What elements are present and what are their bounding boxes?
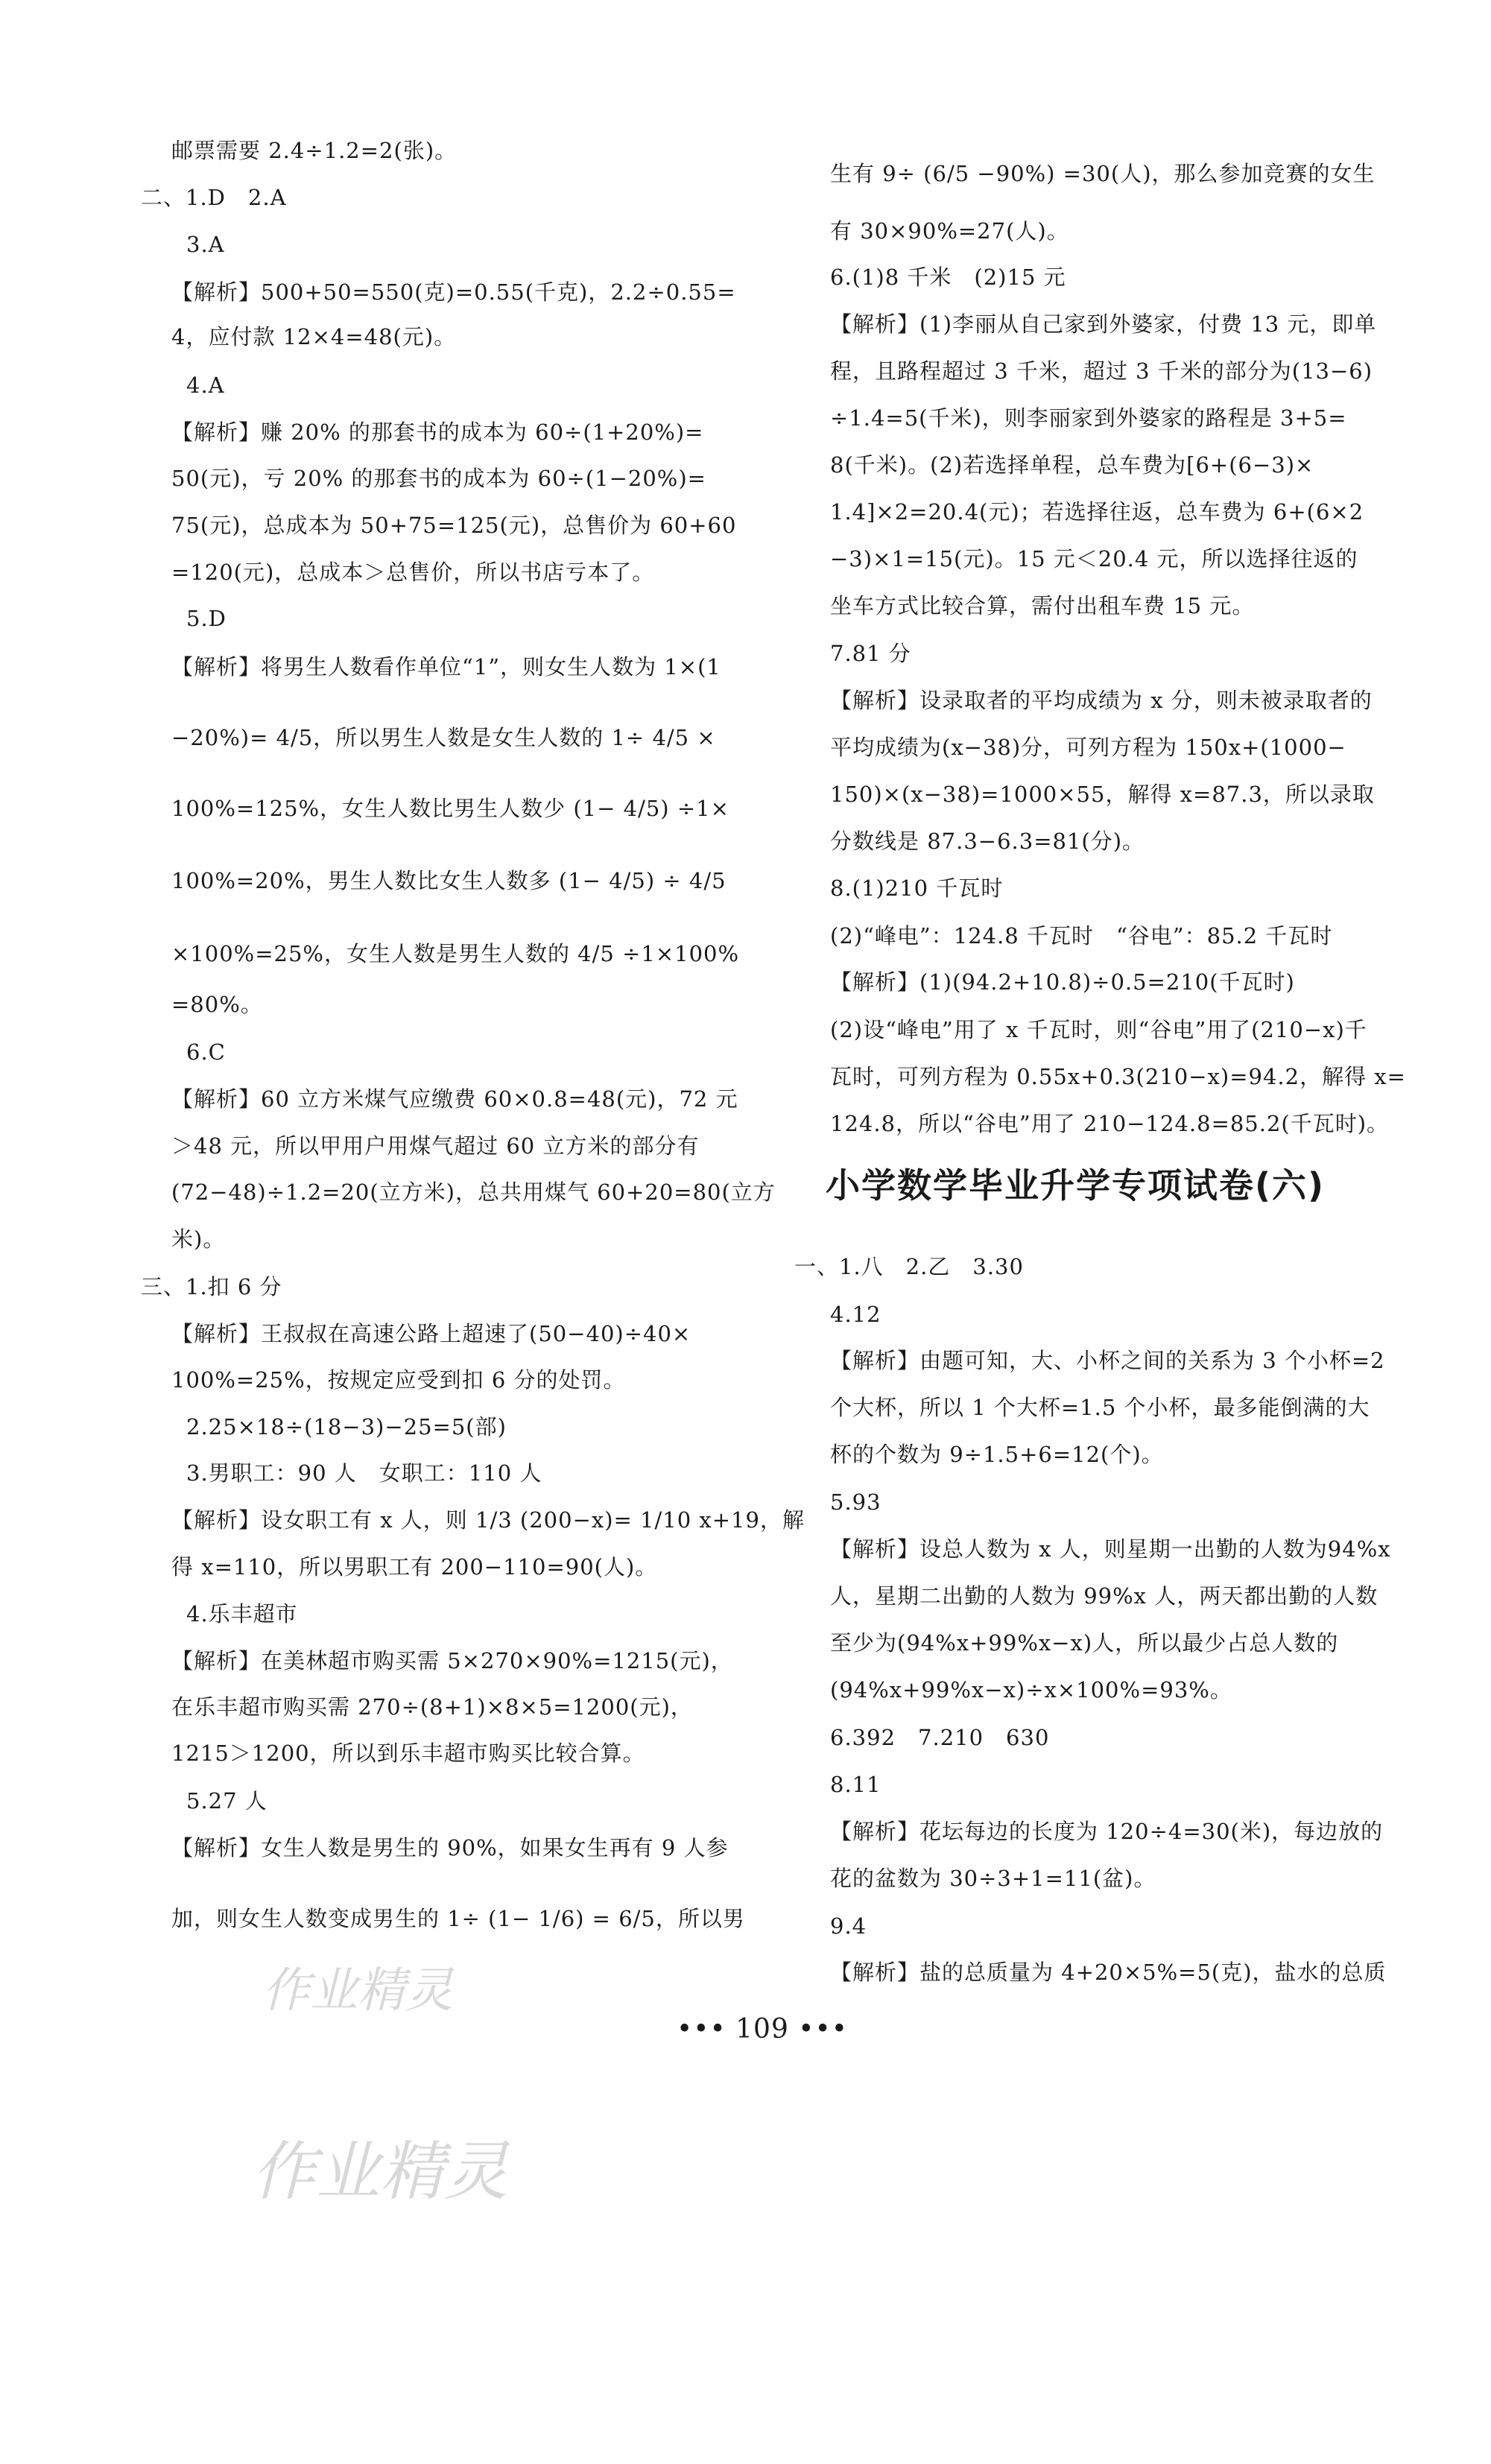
text-line: 邮票需要 2.4÷1.2=2(张)。 [171,138,458,163]
text-line: 米)。 [171,1226,226,1252]
text-line: 二、1.D 2.A [141,185,287,210]
text-line: 【解析】花坛每边的长度为 120÷4=30(米)，每边放的 [830,1819,1384,1844]
watermark: 作业精灵 [262,1963,453,2018]
text-line: 【解析】60 立方米煤气应缴费 60×0.8=48(元)，72 元 [171,1086,738,1112]
text-line: 个大杯，所以 1 个大杯=1.5 个小杯，最多能倒满的大 [830,1395,1370,1420]
text-line: 杯的个数为 9÷1.5+6=12(个)。 [830,1442,1164,1467]
text-line: 4.A [186,373,225,398]
text-line: 8(千米)。(2)若选择单程，总车费为[6+(6−3)× [830,452,1314,478]
text-line: 【解析】设录取者的平均成绩为 x 分，则未被录取者的 [830,688,1373,713]
text-line: 100%=20%，男生人数比女生人数多 (1− 4/5) ÷ 4/5 [171,868,726,893]
watermark: 作业精灵 [252,2135,508,2209]
text-line: 1.4]×2=20.4(元)；若选择往返，总车费为 6+(6×2 [830,499,1364,525]
text-line: (94%x+99%x−x)÷x×100%=93%。 [830,1677,1232,1703]
text-line: 【解析】将男生人数看作单位“1”，则女生人数为 1×(1 [171,654,721,680]
text-line: 6.392 7.210 630 [830,1725,1050,1750]
text-line: 7.81 分 [830,641,911,666]
text-line: 5.27 人 [186,1788,268,1814]
text-line: 一、1.八 2.乙 3.30 [794,1254,1024,1279]
text-line: 【解析】设女职工有 x 人，则 1/3 (200−x)= 1/10 x+19，解 [171,1507,805,1533]
text-line: 平均成绩为(x−38)分，可列方程为 150x+(1000− [830,735,1346,760]
text-line: 分数线是 87.3−6.3=81(分)。 [830,829,1145,854]
text-line: 【解析】由题可知，大、小杯之间的关系为 3 个小杯=2 [830,1348,1385,1373]
text-line: 有 30×90%=27(人)。 [830,218,1069,244]
text-line: 100%=25%，按规定应受到扣 6 分的处罚。 [171,1367,626,1393]
text-line: 【解析】500+50=550(克)=0.55(千克)，2.2÷0.55= [171,279,736,305]
text-line: −3)×1=15(元)。15 元＜20.4 元，所以选择往返的 [830,546,1358,571]
text-line: =80%。 [171,992,263,1017]
page-number: ••• 109 ••• [677,2014,849,2045]
text-line: 【解析】(1)李丽从自己家到外婆家，付费 13 元，即单 [830,311,1377,337]
text-line: ×100%=25%，女生人数是男生人数的 4/5 ÷1×100% [171,941,740,966]
text-line: 2.25×18÷(18−3)−25=5(部) [186,1414,507,1440]
text-line: 4.12 [830,1302,881,1327]
text-line: 8.(1)210 千瓦时 [830,875,1004,901]
text-line: (72−48)÷1.2=20(立方米)，总共用煤气 60+20=80(立方 [171,1179,776,1205]
text-line: 得 x=110，所以男职工有 200−110=90(人)。 [171,1554,658,1580]
text-line: 3.A [186,232,225,257]
text-line: 【解析】女生人数是男生的 90%，如果女生再有 9 人参 [171,1835,729,1860]
text-line: 【解析】盐的总质量为 4+20×5%=5(克)，盐水的总质 [830,1960,1387,1985]
text-line: 【解析】赚 20% 的那套书的成本为 60÷(1+20%)= [171,419,704,445]
text-line: ÷1.4=5(千米)，则李丽家到外婆家的路程是 3+5= [830,405,1347,431]
section-title: 小学数学毕业升学专项试卷(六) [826,1165,1326,1206]
text-line: 75(元)，总成本为 50+75=125(元)，总售价为 60+60 [171,513,737,538]
text-line: 程，且路程超过 3 千米，超过 3 千米的部分为(13−6) [830,358,1373,384]
text-line: −20%)= 4/5，所以男生人数是女生人数的 1÷ 4/5 × [171,725,716,750]
text-line: (2)“峰电”：124.8 千瓦时 “谷电”：85.2 千瓦时 [830,923,1333,948]
text-line: ＞48 元，所以甲用户用煤气超过 60 立方米的部分有 [171,1133,700,1159]
text-line: 3.男职工：90 人 女职工：110 人 [186,1460,542,1486]
text-line: 三、1.扣 6 分 [141,1274,282,1299]
text-line: 5.93 [830,1489,881,1515]
text-line: =120(元)，总成本＞总售价，所以书店亏本了。 [171,560,655,585]
text-line: 4，应付款 12×4=48(元)。 [171,324,457,349]
text-line: 生有 9÷ (6/5 −90%) =30(人)，那么参加竞赛的女生 [830,161,1376,186]
text-line: 50(元)，亏 20% 的那套书的成本为 60÷(1−20%)= [171,466,706,491]
text-line: 5.D [186,606,227,631]
text-line: 6.C [186,1039,226,1065]
text-line: 150)×(x−38)=1000×55，解得 x=87.3，所以录取 [830,782,1375,807]
text-line: 4.乐丰超市 [186,1601,298,1627]
text-line: 100%=125%，女生人数比男生人数少 (1− 4/5) ÷1× [171,796,729,821]
text-line: 人，星期二出勤的人数为 99%x 人，两天都出勤的人数 [830,1583,1378,1609]
text-line: 瓦时，可列方程为 0.55x+0.3(210−x)=94.2，解得 x= [830,1064,1406,1089]
text-line: 坐车方式比较合算，需付出租车费 15 元。 [830,593,1255,618]
text-line: 花的盆数为 30÷3+1=11(盆)。 [830,1866,1156,1891]
text-line: (2)设“峰电”用了 x 千瓦时，则“谷电”用了(210−x)千 [830,1017,1367,1042]
text-line: 1215＞1200，所以到乐丰超市购买比较合算。 [171,1741,645,1766]
text-line: 在乐丰超市购买需 270÷(8+1)×8×5=1200(元)， [171,1694,693,1720]
text-line: 【解析】(1)(94.2+10.8)÷0.5=210(千瓦时) [830,969,1295,995]
text-line: 至少为(94%x+99%x−x)人，所以最少占总人数的 [830,1630,1339,1656]
text-line: 9.4 [830,1913,867,1939]
text-line: 【解析】在美林超市购买需 5×270×90%=1215(元)， [171,1648,733,1673]
text-line: 124.8，所以“谷电”用了 210−124.8=85.2(千瓦时)。 [830,1111,1390,1136]
text-line: 加，则女生人数变成男生的 1÷ (1− 1/6) = 6/5，所以男 [171,1906,745,1931]
text-line: 6.(1)8 千米 (2)15 元 [830,265,1066,290]
text-line: 【解析】设总人数为 x 人，则星期一出勤的人数为94%x [830,1536,1391,1562]
text-line: 8.11 [830,1772,881,1797]
text-line: 【解析】王叔叔在高速公路上超速了(50−40)÷40× [171,1321,691,1346]
